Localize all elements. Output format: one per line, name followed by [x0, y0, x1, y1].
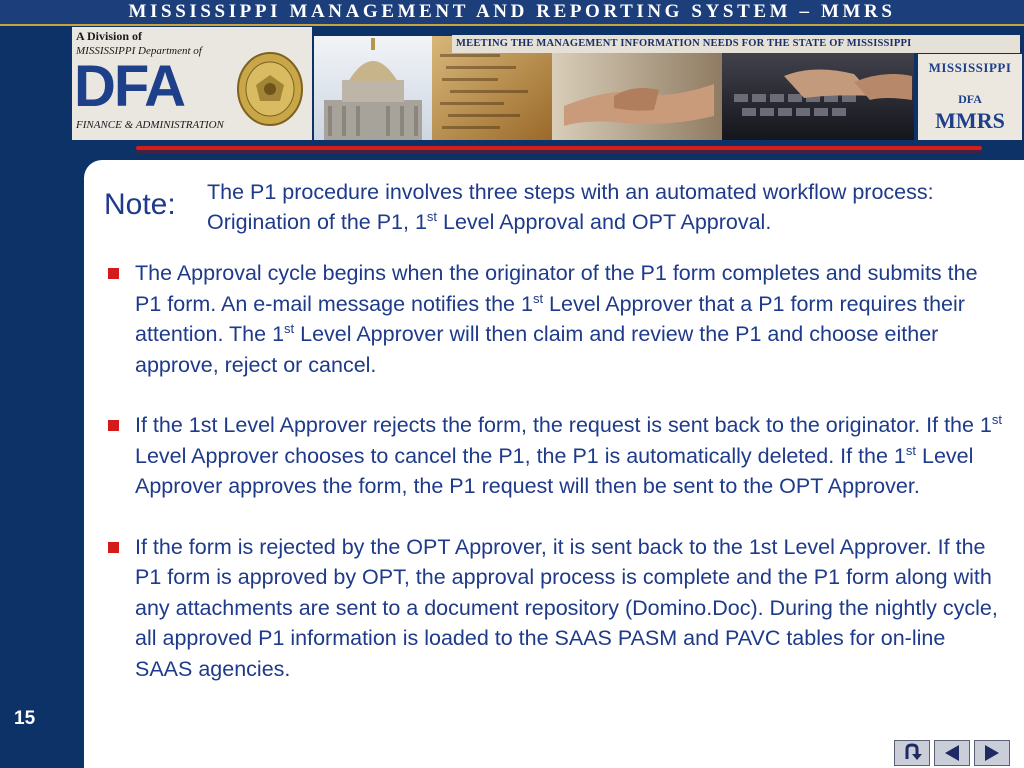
- bullet-square-icon: [108, 542, 119, 553]
- bullet-square-icon: [108, 420, 119, 431]
- title-underline: [0, 24, 1024, 26]
- header-divider-shadow: [136, 150, 982, 153]
- system-title: MISSISSIPPI MANAGEMENT AND REPORTING SYSTEM – MMRS: [0, 0, 1024, 24]
- bullet-list: [108, 258, 1008, 714]
- note-text: [207, 177, 1007, 237]
- bullet-text: Level Approver approves the form, the P1 request will then be sent to the OPT Approver.: [135, 443, 974, 498]
- previous-slide-button[interactable]: [934, 740, 970, 766]
- triangle-left-icon: [941, 743, 963, 763]
- dfa-logo: [72, 27, 312, 140]
- bullet-text: The Approval cycle begins when the originator of the P1 form completes and submits the P1 form. An e-mail message notifies the 1: [135, 261, 978, 316]
- bullet-item: [108, 410, 1008, 502]
- division-line-2: MISSISSIPPI Department of: [76, 45, 202, 57]
- header-banner: [0, 0, 1024, 148]
- bullet-text: Level Approver chooses to cancel the P1, the P1 is automatically deleted. If the 1: [135, 443, 906, 468]
- mmrs-logo-state: MISSISSIPPI: [928, 60, 1012, 75]
- bullet-sup: st: [991, 411, 1003, 427]
- mmrs-logo-name: MMRS: [935, 108, 1005, 133]
- note-label: Note:: [104, 188, 176, 221]
- return-button[interactable]: [894, 740, 930, 766]
- dfa-subtitle: FINANCE & ADMINISTRATION: [76, 119, 224, 131]
- division-line-1: A Division of: [76, 29, 143, 43]
- mmrs-logo-dfa: DFA: [958, 92, 982, 106]
- page-number: 15: [14, 708, 36, 729]
- bullet-text: Level Approver will then claim and review the P1 and choose either approve, reject or cancel.: [135, 322, 939, 377]
- banner-tagline: MEETING THE MANAGEMENT INFORMATION NEEDS FOR THE STATE OF MISSISSIPPI: [452, 35, 1020, 53]
- note-text-part-1: The P1 procedure involves three steps with an automated workflow process: Origination of the P1, 1: [207, 180, 934, 234]
- note-text-sup: st: [426, 208, 438, 224]
- bullet-text: If the form is rejected by the OPT Approver, it is sent back to the 1st Level Approver. If the P1 form is approved by OPT, the approval process is complete and the P1 form along with any attachments are sent to a document repository (Domino.Doc). During the nightly cycle, all approved P1 information is loaded to the SAAS PASM and PAVC tables for on-line SAAS agencies.: [135, 534, 998, 681]
- bullet-sup: st: [284, 320, 295, 336]
- dfa-letters: DFA: [74, 54, 184, 119]
- bullet-square-icon: [108, 268, 119, 279]
- bullet-item: [108, 258, 1008, 380]
- mmrs-logo: [918, 54, 1022, 140]
- bullet-text: Level Approver that a P1 form requires their attention. The 1: [135, 291, 965, 346]
- state-seal-icon: [236, 49, 304, 127]
- bullet-sup: st: [905, 442, 917, 458]
- slide-navigation: [894, 740, 1020, 768]
- bullet-item: [108, 532, 1008, 685]
- bullet-text: If the 1st Level Approver rejects the form, the request is sent back to the originator. If the 1: [135, 413, 992, 437]
- bullet-sup: st: [532, 290, 544, 306]
- u-turn-icon: [901, 743, 923, 763]
- triangle-right-icon: [981, 743, 1003, 763]
- next-slide-button[interactable]: [974, 740, 1010, 766]
- note-text-part-2: Level Approval and OPT Approval.: [437, 210, 772, 234]
